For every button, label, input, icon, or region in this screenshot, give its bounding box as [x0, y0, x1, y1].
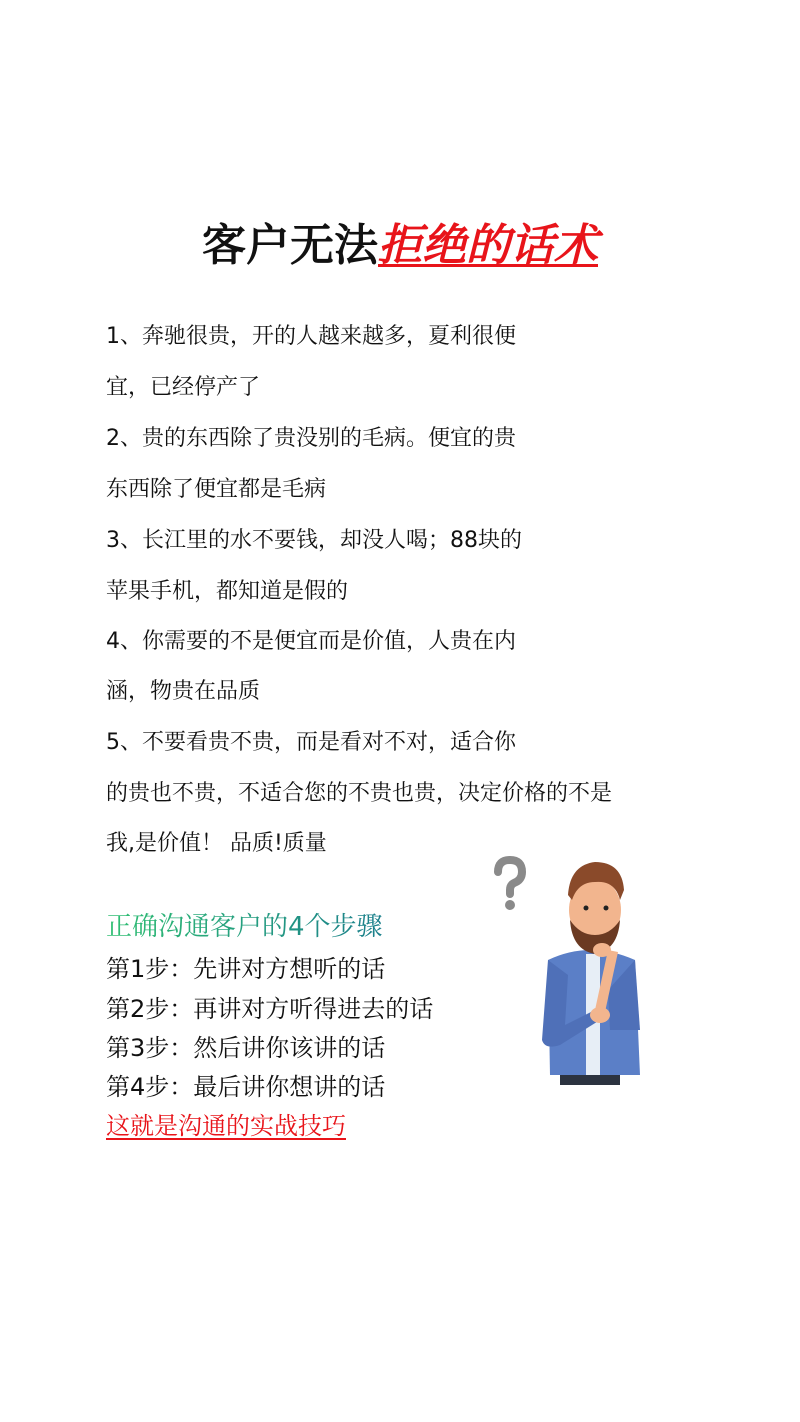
text-line: 1、奔驰很贵，开的人越来越多，夏利很便	[106, 324, 516, 349]
text-line: 苹果手机，都知道是假的	[106, 579, 349, 604]
text-line: 3、长江里的水不要钱，却没人喝；88块的	[106, 528, 522, 553]
steps-heading: 正确沟通客户的4个步骤	[106, 912, 383, 942]
tip-text: 这就是沟通的实战技巧	[106, 1112, 346, 1140]
text-line: 4、你需要的不是便宜而是价值，人贵在内	[106, 629, 516, 654]
step-item: 第3步：然后讲你该讲的话	[106, 1034, 386, 1062]
text-line: 5、不要看贵不贵，而是看对不对，适合你	[106, 730, 516, 755]
title-red: 拒绝的话术	[378, 220, 598, 271]
step-item: 第1步：先讲对方想听的话	[106, 955, 386, 983]
page-title	[0, 216, 800, 276]
text-line: 宜，已经停产了	[106, 375, 261, 400]
text-line: 东西除了便宜都是毛病	[106, 477, 327, 502]
text-line: 涵，物贵在品质	[106, 679, 261, 704]
text-line: 的贵也不贵，不适合您的不贵也贵，决定价格的不是	[106, 781, 613, 806]
title-black: 客户无法	[202, 220, 378, 271]
step-item: 第2步：再讲对方听得进去的话	[106, 995, 434, 1023]
step-item: 第4步：最后讲你想讲的话	[106, 1073, 386, 1101]
text-line: 我,是价值！ 品质!质量	[106, 831, 327, 856]
question-mark-icon	[498, 860, 522, 910]
thinking-man-illustration	[490, 850, 660, 1090]
text-line: 2、贵的东西除了贵没别的毛病。便宜的贵	[106, 426, 516, 451]
